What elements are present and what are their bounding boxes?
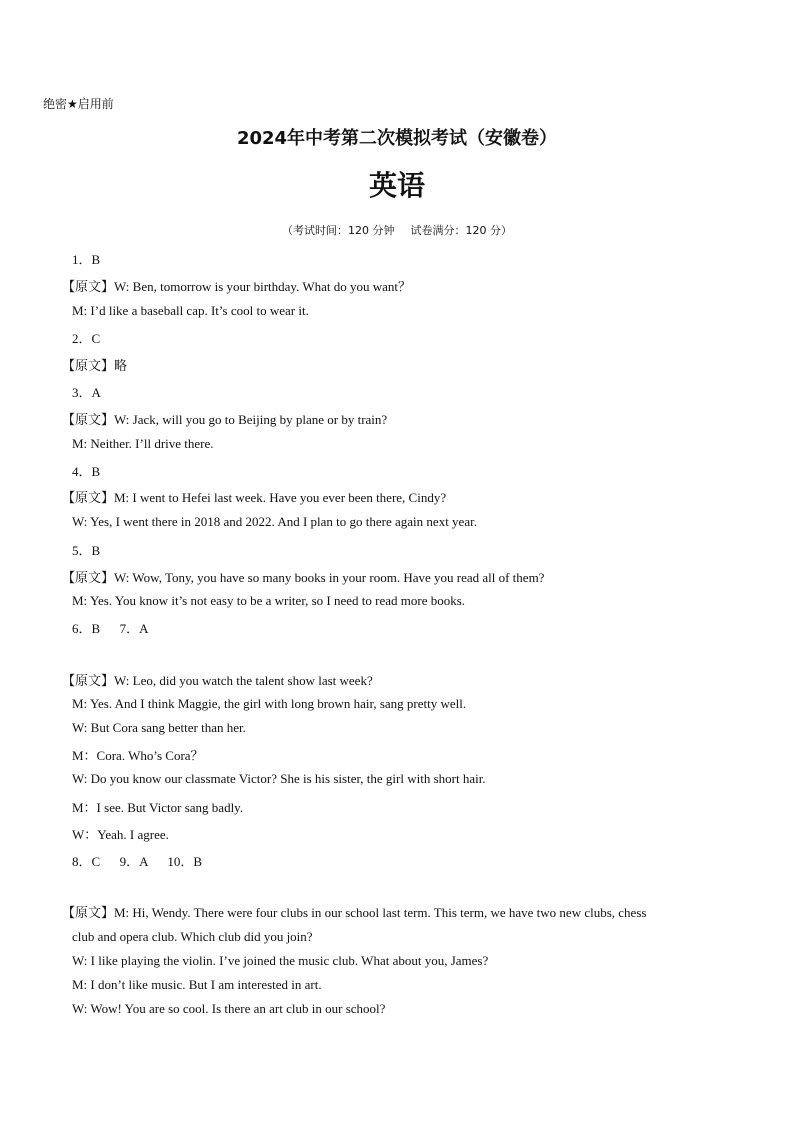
transcript-line: M: I’d like a baseball cap. It’s cool to wear it. [72, 303, 309, 318]
transcript-line: 【原文】W: Ben, tomorrow is your birthday. What do you want？ [62, 279, 412, 294]
full-score: 试卷满分：120 分） [410, 224, 512, 237]
answer-8-10: 8．C 9．A 10．B [72, 854, 203, 869]
transcript-line: 【原文】M: I went to Hefei last week. Have you ever been there, Cindy? [62, 490, 447, 505]
answer-3: 3．A [72, 385, 101, 400]
answer-4: 4．B [72, 464, 101, 479]
transcript-line: 【原文】W: Wow, Tony, you have so many books in your room. Have you read all of them? [62, 570, 545, 585]
transcript-line: W：Yeah. I agree. [72, 827, 169, 842]
confidential-label: 绝密★启用前 [43, 97, 114, 111]
transcript-line: M: Yes. And I think Maggie, the girl with long brown hair, sang pretty well. [72, 696, 467, 711]
transcript-line: W: Yes, I went there in 2018 and 2022. And I plan to go there again next year. [72, 514, 477, 529]
subject-title: 英语 [368, 169, 425, 202]
transcript-line: 【原文】W: Jack, will you go to Beijing by plane or by train? [62, 412, 388, 427]
exam-title: 2024年中考第二次模拟考试（安徽卷） [236, 128, 558, 149]
answer-6-7: 6．B 7．A [72, 621, 149, 636]
transcript-line: M: Neither. I’ll drive there. [72, 436, 214, 451]
transcript-line: M: I don’t like music. But I am interested in art. [72, 977, 322, 992]
exam-info [0, 222, 794, 238]
transcript-line: W: Wow! You are so cool. Is there an art club in our school? [72, 1001, 386, 1016]
transcript-line: W: I like playing the violin. I’ve joined the music club. What about you, James? [72, 953, 489, 968]
exam-time: （考试时间：120 分钟 [282, 224, 395, 237]
answer-1: 1．B [72, 252, 101, 267]
transcript-line: W: Do you know our classmate Victor? She is his sister, the girl with short hair. [72, 771, 486, 786]
transcript-line: M: Yes. You know it’s not easy to be a writer, so I need to read more books. [72, 593, 466, 608]
transcript-line: M：I see. But Victor sang badly. [72, 800, 244, 815]
transcript-line: 【原文】略 [62, 358, 128, 373]
answer-5: 5．B [72, 543, 101, 558]
transcript-line: W: But Cora sang better than her. [72, 720, 246, 735]
transcript-line: club and opera club. Which club did you join? [72, 929, 313, 944]
transcript-line: M：Cora. Who’s Cora？ [72, 748, 204, 763]
transcript-line: 【原文】W: Leo, did you watch the talent show last week? [62, 673, 373, 688]
answer-2: 2．C [72, 331, 101, 346]
transcript-line: 【原文】M: Hi, Wendy. There were four clubs in our school last term. This term, we have two new clubs, chess [62, 905, 647, 920]
